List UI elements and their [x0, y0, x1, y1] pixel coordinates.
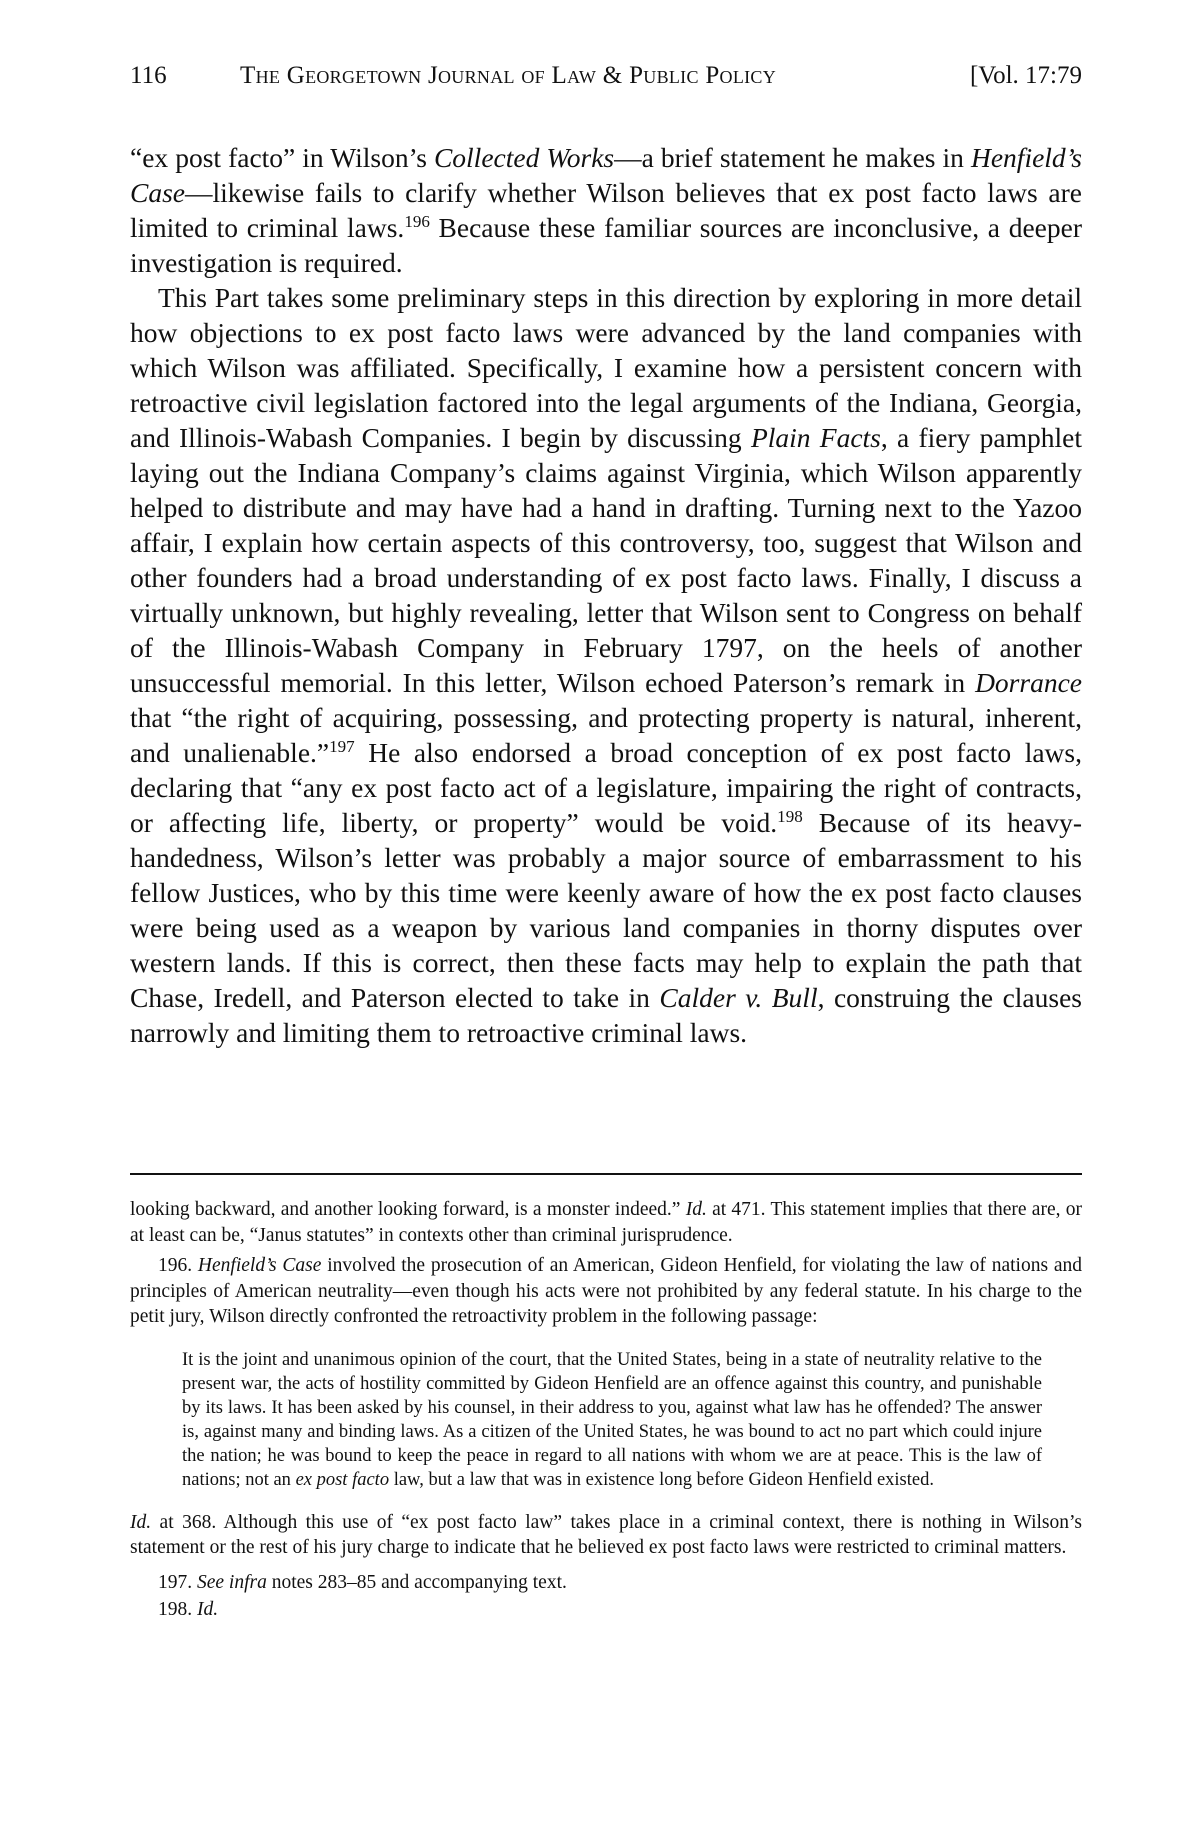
- italic-case-name: Dorrance: [975, 667, 1082, 698]
- running-header: [130, 58, 1082, 94]
- text-run: He also endorsed a broad conception of ex post facto laws, declaring that “any ex post facto act of a legislature, impairing the right of contracts, or affecting life, liberty, or property” would be void.: [130, 737, 1082, 838]
- italic-id: Id.: [130, 1511, 152, 1533]
- text-run: Because these familiar sources are inconclusive, a deeper investigation is required.: [130, 212, 1082, 278]
- paragraph-continued: [130, 140, 1082, 280]
- journal-title: The Georgetown Journal of Law & Public Policy: [240, 62, 777, 89]
- footnote-197: [130, 1570, 1082, 1596]
- text-run: “ex post facto” in Wilson’s: [130, 142, 434, 173]
- text-run: Because of its heavy-handedness, Wilson’s letter was probably a major source of embarrassment to his fellow Justices, who by this time were keenly aware of how the ex post facto clauses were being used as a weapon by various land companies in thorny disputes over western lands. If this is correct, then these facts may help to explain the path that Chase, Iredell, and Paterson elected to take in: [130, 807, 1082, 1013]
- text-run: , a fiery pamphlet laying out the Indiana Company’s claims against Virginia, which Wilson apparently helped to distribute and may have had a hand in drafting. Turning next to the Yazoo affair, I explain how certain aspects of this controversy, too, suggest that Wilson and other founders had a broad understanding of ex post facto laws. Finally, I discuss a virtually unknown, but highly revealing, letter that Wilson sent to Congress on behalf of the Illinois-Wabash Company in February 1797, on the heels of another unsuccessful memorial. In this letter, Wilson echoed Paterson’s remark in: [130, 422, 1082, 698]
- text-run: This Part takes some preliminary steps in this direction by exploring in more detail how objections to ex post facto laws were advanced by the land companies with which Wilson was affiliated. Specifically, I examine how a persistent concern with retroactive civil legislation factored into the legal arguments of the Indiana, Georgia, and Illinois-Wabash Companies. I begin by discussing: [130, 282, 1082, 453]
- italic-case-name: Henfield’s Case: [197, 1255, 322, 1276]
- italic-signal: See infra: [197, 1571, 267, 1593]
- italic-phrase: ex post facto: [295, 1469, 390, 1490]
- footnote-198: [130, 1597, 1082, 1623]
- footnote-ref-198[interactable]: 198: [777, 806, 803, 826]
- footnote-196-after-quote: [130, 1510, 1082, 1561]
- italic-case-name: Henfield’s Case: [130, 142, 1082, 208]
- text-run: notes 283–85 and accompanying text.: [266, 1571, 567, 1593]
- footnote-196: [130, 1253, 1082, 1330]
- text-run: at 368. Although this use of “ex post facto law” takes place in a criminal context, there is nothing in Wilson’s statement or the rest of his jury charge to indicate that he believed ex post facto laws were restricted to criminal matters.: [130, 1511, 1082, 1558]
- footnote-number: 196.: [158, 1255, 193, 1276]
- footnote-divider: [130, 1173, 1082, 1175]
- italic-case-name: Calder v. Bull: [659, 982, 818, 1013]
- italic-id: Id.: [685, 1199, 707, 1220]
- page-number: 116: [130, 62, 167, 89]
- text-run: involved the prosecution of an American, Gideon Henfield, for violating the law of nations and principles of American neutrality—even though his acts were not prohibited by any federal statute. In his charge to the petit jury, Wilson directly confronted the retroactivity problem in the following passage:: [130, 1255, 1082, 1327]
- paragraph: [130, 280, 1082, 1050]
- italic-id: Id.: [197, 1599, 219, 1620]
- footnote-ref-197[interactable]: 197: [329, 736, 355, 756]
- italic-title-plain-facts: Plain Facts: [750, 422, 881, 453]
- text-run: at 471. This statement implies that there are, or at least can be, “Janus statutes” in contexts other than criminal jurisprudence.: [130, 1199, 1082, 1246]
- text-run: —likewise fails to clarify whether Wilson believes that ex post facto laws are limited to criminal laws.: [130, 177, 1082, 243]
- text-run: , construing the clauses narrowly and limiting them to retroactive criminal laws.: [130, 982, 1083, 1048]
- text-run: —a brief statement he makes in: [614, 142, 971, 173]
- italic-title-collected-works: Collected Works: [433, 142, 615, 173]
- block-quote: [182, 1348, 1042, 1492]
- footnotes: [130, 1197, 1082, 1623]
- text-run: that “the right of acquiring, possessing, and protecting property is natural, inherent, and unalienable.”: [130, 702, 1082, 768]
- text-run: law, but a law that was in existence long before Gideon Henfield existed.: [389, 1469, 934, 1490]
- text-run: It is the joint and unanimous opinion of the court, that the United States, being in a state of neutrality relative to the present war, the acts of hostility committed by Gideon Henfield are an offence against this country, and punishable by its laws. It has been asked by his counsel, in their address to you, against what law has he offended? The answer is, against many and binding laws. As a citizen of the United States, he was bound to act no part which could injure the nation; he was bound to keep the peace in regard to all nations with whom we are at peace. This is the law of nations; not an: [182, 1349, 1042, 1490]
- volume-citation: [Vol. 17:79: [969, 62, 1082, 89]
- footnote-ref-196[interactable]: 196: [404, 211, 430, 231]
- footnote-number: 197.: [158, 1571, 193, 1593]
- footnote-number: 198.: [158, 1599, 193, 1620]
- footnote-195-continued: [130, 1197, 1082, 1248]
- text-run: looking backward, and another looking forward, is a monster indeed.”: [130, 1199, 686, 1220]
- main-text: [130, 140, 1082, 1050]
